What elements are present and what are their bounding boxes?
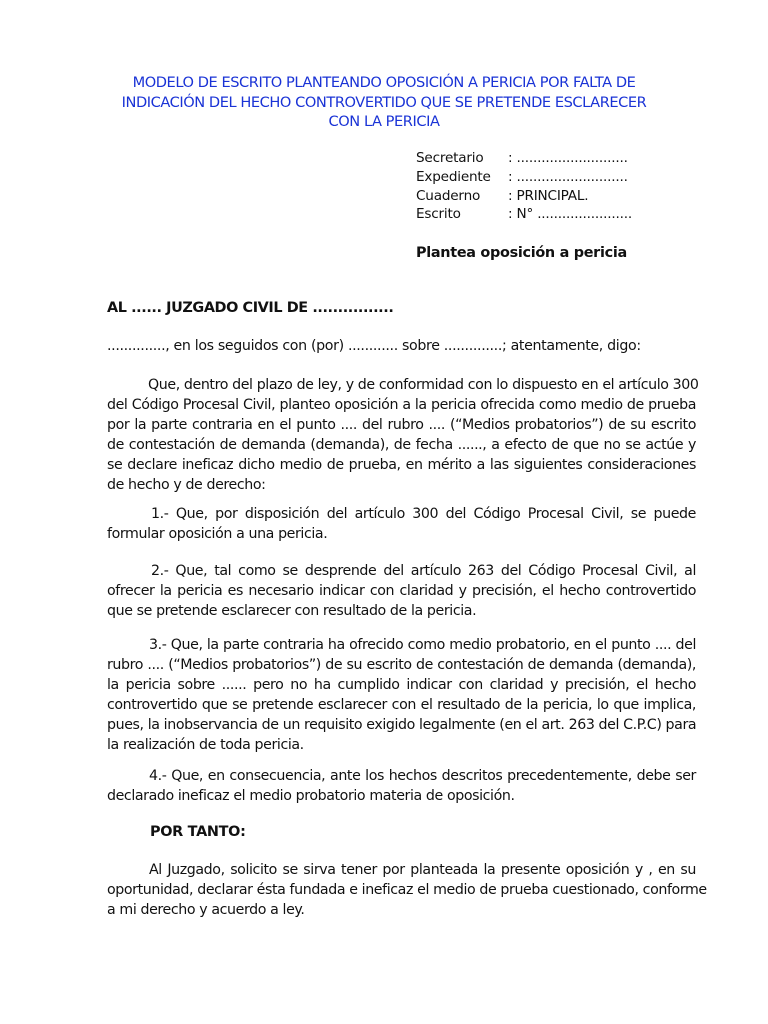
paragraph-line: oportunidad, declarar ésta fundada e ineficaz el medio de prueba cuestionado, conforme [107,882,707,898]
paragraph-line: 1.- Que, por disposición del artículo 300 del Código Procesal Civil, se puede [151,506,696,522]
document-title [100,73,668,132]
paragraph-point-3 [107,635,696,755]
paragraph-line: controvertido que se pretende esclarecer con el resultado de la pericia, lo que implica, [107,697,696,713]
meta-label: Expediente [416,168,491,185]
paragraph-line: de hecho y de derecho: [107,477,266,493]
title-line: MODELO DE ESCRITO PLANTEANDO OPOSICIÓN A PERICIA POR FALTA DE [132,74,636,91]
paragraph-point-1 [107,504,696,544]
meta-value: : N° ....................... [508,206,632,223]
closing-paragraph [107,860,707,920]
paragraph-line: de contestación de demanda (demanda), de fecha ......, a efecto de que no se actúe y [107,437,696,453]
paragraph-point-2 [107,561,696,621]
title-line: INDICACIÓN DEL HECHO CONTROVERTIDO QUE SE PRETENDE ESCLARECER [121,93,647,111]
meta-value: : ........................... [508,168,628,185]
case-metadata [416,149,632,224]
meta-value: : PRINCIPAL. [508,187,589,204]
paragraph-line: 2.- Que, tal como se desprende del artículo 263 del Código Procesal Civil, al [151,563,696,579]
paragraph-line: 4.- Que, en consecuencia, ante los hechos descritos precedentemente, debe ser [149,768,696,784]
paragraph-line: Al Juzgado, solicito se sirva tener por planteada la presente oposición y , en su [149,862,696,878]
court-addressee: AL ...... JUZGADO CIVIL DE ................ [107,300,394,316]
paragraph-line: 3.- Que, la parte contraria ha ofrecido como medio probatorio, en el punto .... del [149,637,696,653]
paragraph-point-4 [107,766,696,806]
paragraph-line: por la parte contraria en el punto .... del rubro .... (“Medios probatorios”) de su escrito [107,417,696,433]
intro-line: .............., en los seguidos con (por) ............ sobre ..............; atentamente, digo: [107,338,641,354]
meta-label: Escrito [416,206,461,223]
paragraph-line: declarado ineficaz el medio probatorio materia de oposición. [107,788,515,804]
meta-row-cuaderno [416,187,632,206]
document-subject: Plantea oposición a pericia [416,245,627,261]
meta-value: : ........................... [508,150,628,166]
paragraph-line: formular oposición a una pericia. [107,526,328,542]
meta-label: Cuaderno [416,187,481,204]
paragraph-main [107,375,699,495]
paragraph-line: la pericia sobre ...... pero no ha cumplido indicar con claridad y precisión, el hecho [107,677,696,693]
paragraph-line: que se pretende esclarecer con resultado de la pericia. [107,603,477,619]
meta-label: Secretario [416,150,484,166]
paragraph-line: a mi derecho y acuerdo a ley. [107,902,305,918]
paragraph-line: rubro .... (“Medios probatorios”) de su escrito de contestación de demanda (demanda), [107,657,696,673]
paragraph-line: pues, la inobservancia de un requisito exigido legalmente (en el art. 263 del C.P.C) para [107,717,697,733]
paragraph-line: ofrecer la pericia es necesario indicar con claridad y precisión, el hecho controvertido [107,583,696,599]
closing-heading: POR TANTO: [150,824,246,840]
meta-row-secretario [416,149,632,168]
paragraph-line: del Código Procesal Civil, planteo oposición a la pericia ofrecida como medio de prueba [107,397,696,413]
meta-row-escrito [416,205,632,224]
paragraph-line: se declare ineficaz dicho medio de prueba, en mérito a las siguientes consideraciones [107,457,696,473]
paragraph-line: Que, dentro del plazo de ley, y de conformidad con lo dispuesto en el artículo 300 [148,377,699,393]
paragraph-line: la realización de toda pericia. [107,737,304,753]
title-line: CON LA PERICIA [328,113,440,130]
meta-row-expediente [416,168,632,187]
